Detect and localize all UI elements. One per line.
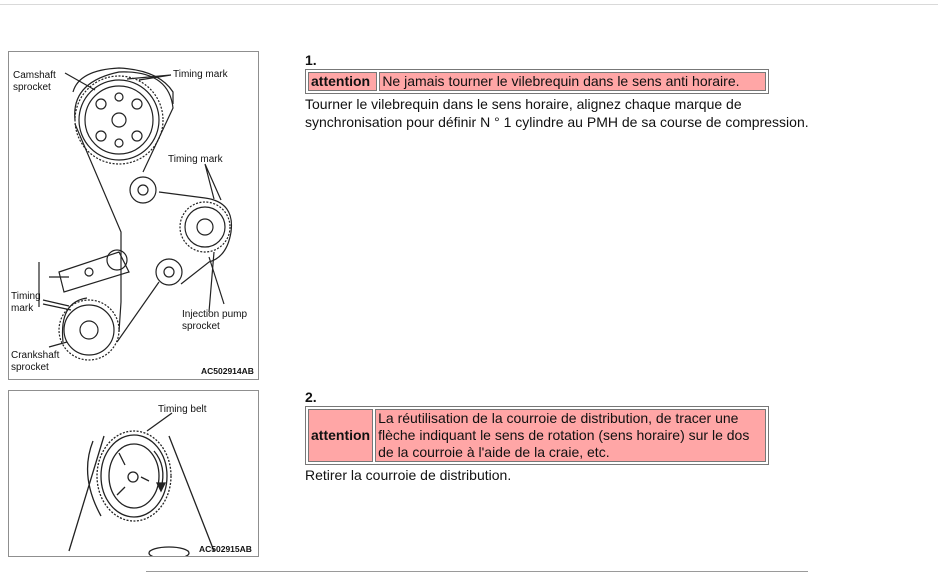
- attention-label: attention: [308, 409, 373, 462]
- timing-mark-left-label: Timing mark: [11, 291, 41, 314]
- step-body: Tourner le vilebrequin dans le sens horaire, alignez chaque marque de synchronisation pour définir N ° 1 cylindre au PMH de sa course de compression.: [305, 96, 809, 130]
- timing-diagram-figure: [8, 51, 259, 380]
- attention-text: Ne jamais tourner le vilebrequin dans le sens anti horaire.: [379, 72, 766, 91]
- timing-mark-top-label: Timing mark: [173, 69, 228, 80]
- crankshaft-sprocket-label: Crankshaft sprocket: [11, 350, 60, 373]
- top-divider: [0, 4, 938, 5]
- timing-belt-drawing: [9, 391, 258, 556]
- figure-code: AC502915AB: [199, 544, 252, 554]
- step-1: [305, 52, 825, 131]
- bottom-divider: [146, 571, 808, 572]
- timing-mark-middle-label: Timing mark: [168, 154, 223, 165]
- attention-text: La réutilisation de la courroie de distribution, de tracer une flèche indiquant le sens de rotation (sens horaire) sur le dos de la courroie à l'aide de la craie, etc.: [375, 409, 766, 462]
- timing-belt-label: Timing belt: [158, 404, 207, 415]
- figure-code: AC502914AB: [201, 366, 254, 376]
- attention-box: [305, 406, 769, 465]
- step-number: 1.: [305, 52, 317, 68]
- attention-box: [305, 69, 769, 94]
- attention-label: attention: [308, 72, 377, 91]
- timing-belt-figure: [8, 390, 259, 557]
- injection-pump-sprocket-label: Injection pump sprocket: [182, 309, 248, 332]
- camshaft-sprocket-label: Camshaft sprocket: [13, 70, 56, 93]
- step-number: 2.: [305, 389, 317, 405]
- step-body: Retirer la courroie de distribution.: [305, 467, 512, 483]
- step-2: [305, 389, 825, 484]
